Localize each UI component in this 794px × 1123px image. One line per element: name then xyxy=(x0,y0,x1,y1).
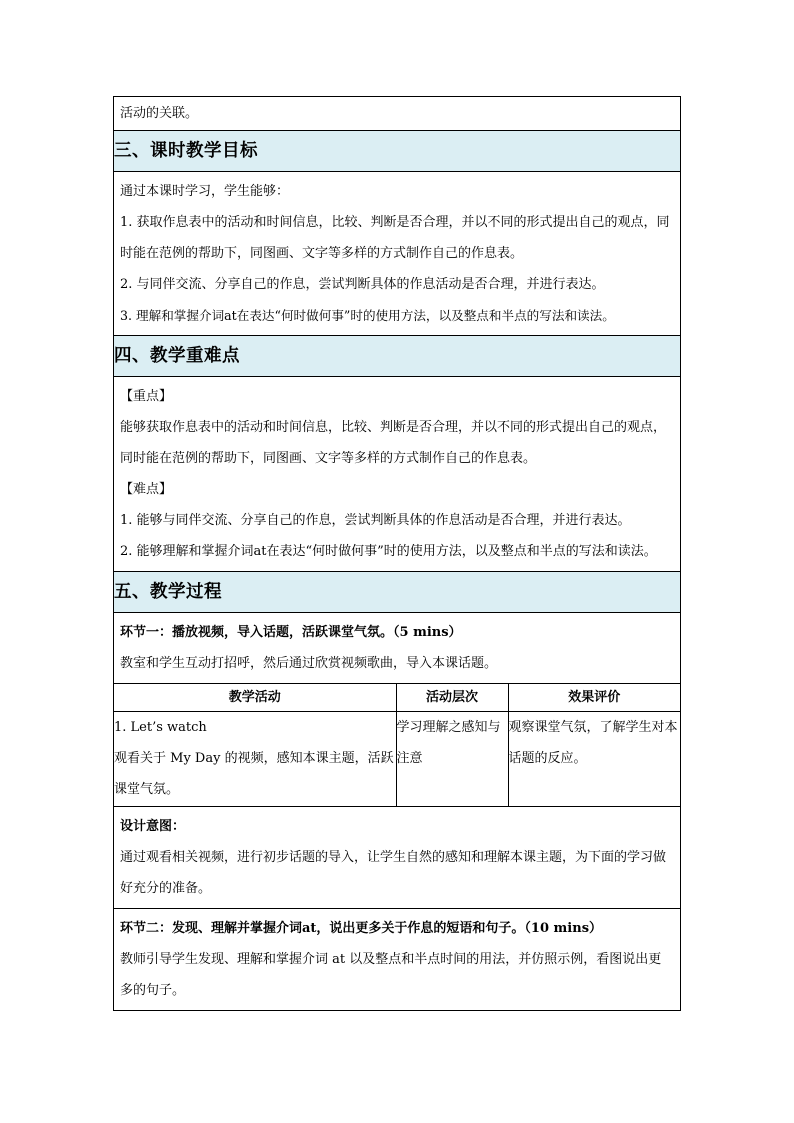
difficulty-item-1: 1. 能够与同伴交流、分享自己的作息，尝试判断具体的作息活动是否合理，并进行表达。 xyxy=(120,513,631,528)
design-intent-block xyxy=(114,807,680,908)
document-page xyxy=(113,96,681,1011)
objective-item-2: 2. 与同伴交流、分享自己的作息，尝试判断具体的作息活动是否合理，并进行表达。 xyxy=(120,277,605,292)
step-1-title: 环节一：播放视频，导入话题，活跃课堂气氛。（5 mins） xyxy=(120,625,462,640)
key-point-label: 【重点】 xyxy=(120,389,173,404)
activity-cell xyxy=(114,712,396,806)
design-intent-text: 通过观看相关视频，进行初步话题的导入，让学生自然的感知和理解本课主题，为下面的学习做好充分的准备。 xyxy=(120,849,667,896)
header-evaluation: 效果评价 xyxy=(508,684,680,712)
section-4-title: 四、教学重难点 xyxy=(114,336,681,377)
activity-table xyxy=(114,684,680,806)
evaluation-cell: 观察课堂气氛，了解学生对本话题的反应。 xyxy=(508,712,680,806)
section-4-body xyxy=(114,377,680,571)
header-level: 活动层次 xyxy=(396,684,508,712)
header-activity: 教学活动 xyxy=(114,684,396,712)
step-2-title: 环节二：发现、理解并掌握介词at，说出更多关于作息的短语和句子。（10 mins） xyxy=(120,920,603,936)
section-3-title: 三、课时教学目标 xyxy=(114,131,681,172)
difficulty-item-2: 2. 能够理解和掌握介词at在表达“何时做何事”时的使用方法，以及整点和半点的写法和读法。 xyxy=(120,544,657,559)
objective-item-1: 1. 获取作息表中的活动和时间信息，比较、判断是否合理，并以不同的形式提出自己的观点，同时能在范例的帮助下，同图画、文字等多样的方式制作自己的作息表。 xyxy=(120,215,670,261)
section-5-title: 五、教学过程 xyxy=(114,572,681,613)
activity-line-2: 观看关于 My Day 的视频，感知本课主题，活跃课堂气氛。 xyxy=(114,751,394,797)
objective-item-3: 3. 理解和掌握介词at在表达“何时做何事”时的使用方法，以及整点和半点的写法和读法。 xyxy=(120,308,615,323)
step-1-block xyxy=(114,613,680,683)
step-2-block xyxy=(114,909,680,1010)
design-intent-label: 设计意图： xyxy=(120,818,186,834)
step-1-text: 教室和学生互动打招呼，然后通过欣赏视频歌曲，导入本课话题。 xyxy=(120,656,498,671)
difficulty-label: 【难点】 xyxy=(120,482,173,497)
level-cell: 学习理解之感知与注意 xyxy=(396,712,508,806)
activity-line-1: 1. Let’s watch xyxy=(114,720,207,735)
section-3-body xyxy=(114,172,680,335)
section-3-lead: 通过本课时学习，学生能够： xyxy=(120,184,290,199)
key-point-text: 能够获取作息表中的活动和时间信息，比较、判断是否合理，并以不同的形式提出自己的观点，同时能在范例的帮助下，同图画、文字等多样的方式制作自己的作息表。 xyxy=(120,420,667,466)
lesson-plan-table xyxy=(113,96,681,1011)
intro-tail-text: 活动的关联。 xyxy=(120,106,199,121)
step-2-text: 教师引导学生发现、理解和掌握介词 at 以及整点和半点时间的用法，并仿照示例，看图说出更多的句子。 xyxy=(120,951,662,998)
